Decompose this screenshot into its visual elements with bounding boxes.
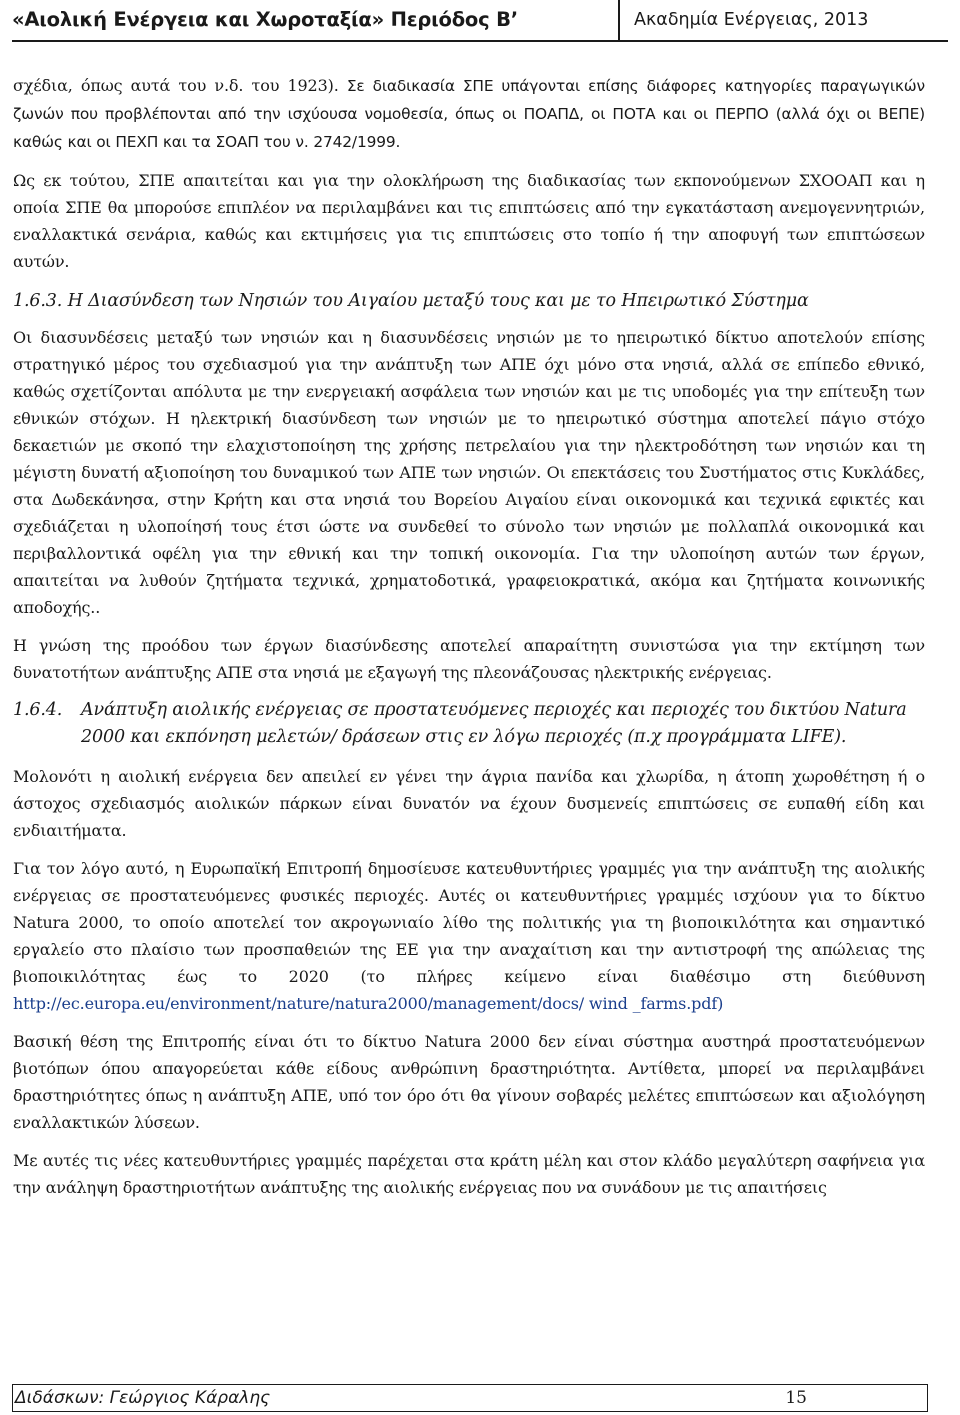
paragraph-6 <box>13 855 925 1017</box>
page-header <box>12 0 948 42</box>
section-number-1-6-4: 1.6.4. <box>13 700 63 720</box>
paragraph-7: Βασική θέση της Επιτροπής είναι ότι το δίκτυο Natura 2000 δεν είναι σύστημα αυστηρά προστατευόμενων βιοτόπων όπου απαγορεύεται κάθε είδους ανθρώπινη δραστηριότητα. Αντίθετα, μπορεί να περιλαμβάνει δραστηριότητες όπως η ανάπτυξη ΑΠΕ, υπό τον όρο ότι θα γίνουν σοβαρές μελέτες επιπτώσεων και αξιολόγηση εναλλακτικών λύσεων. <box>13 1032 925 1132</box>
header-academy: Ακαδημία Ενέργειας, 2013 <box>634 10 869 30</box>
header-course-title: «Αιολική Ενέργεια και Χωροταξία» Περιόδος Β’ <box>12 8 518 31</box>
paragraph-3: Οι διασυνδέσεις μεταξύ των νησιών και η διασυνδέσεις νησιών με το ηπειρωτικό δίκτυο αποτελούν επίσης στρατηγικό μέρος του σχεδιασμού για την ανάπτυξη των ΑΠΕ όχι μόνο στα νησιά, αλλά σε επίπεδο εθνικό, καθώς σχετίζονται απόλυτα με την ενεργειακή ασφάλεια των νησιών και με τις υποδομές για την επίτευξη των εθνικών στόχων. Η ηλεκτρική διασύνδεση των νησιών με το ηπειρωτικό σύστημα αποτελεί πάγιο στόχο δεκαετιών με σκοπό την ελαχιστοποίηση της χρήσης πετρελαίου για την ηλεκτροδότηση των νησιών και τη μέγιστη δυνατή αξιοποίηση του δυναμικού των ΑΠΕ των νησιών. Οι επεκτάσεις του Συστήματος στις Κυκλάδες, στα Δωδεκάνησα, στην Κρήτη και στα νησιά του Βορείου Αιγαίου είναι οικονομικά και τεχνικά εφικτές και σχεδιάζεται η υλοποίησή τους έτσι ώστε να συνδεθεί το σύνολο των νησιών με πολλαπλά οικονομικά και περιβαλλοντικά οφέλη για την εθνική και την τοπική οικονομία. Για την υλοποίηση αυτών των έργων, απαιτείται να λυθούν ζητήματα τεχνικά, χρηματοδοτικά, γραφειοκρατικά, ακόμα και ζητήματα κοινωνικής αποδοχής.. <box>13 328 925 617</box>
page-content <box>13 72 925 1212</box>
section-heading-1-6-3: 1.6.3. Η Διασύνδεση των Νησιών του Αιγαίου μεταξύ τους και με το Ηπειρωτικό Σύστημα <box>13 291 809 311</box>
guidelines-url-link[interactable]: http://ec.europa.eu/environment/nature/natura2000/management/docs/ wind _farms.pdf) <box>13 994 724 1013</box>
footer-author: Διδάσκων: Γεώργιος Κάραλης <box>15 1388 271 1408</box>
paragraph-5: Μολονότι η αιολική ενέργεια δεν απειλεί εν γένει την άγρια πανίδα και χλωρίδα, η άτοπη χωροθέτηση ή ο άστοχος σχεδιασμός αιολικών πάρκων είναι δυνατόν να έχουν δυσμενείς επιπτώσεις σε ευπαθή είδη και ενδιαιτήματα. <box>13 767 925 840</box>
page-number: 15 <box>785 1388 807 1408</box>
section-heading-1-6-4 <box>13 697 925 751</box>
paragraph-1-rest: Σε διαδικασία ΣΠΕ υπάγονται επίσης διάφορες κατηγορίες παραγωγικών ζωνών που προβλέπονται από την ισχύουσα νομοθεσία, όπως οι ΠΟΑΠΔ, οι ΠΟΤΑ και οι ΠΕΡΠΟ (αλλά όχι οι ΒΕΠΕ) καθώς και οι ΠΕΧΠ και τα ΣΟΑΠ του ν. 2742/1999. <box>13 77 925 151</box>
paragraph-2: Ως εκ τούτου, ΣΠΕ απαιτείται και για την ολοκλήρωση της διαδικασίας των εκπονούμενων ΣΧΟΟΑΠ και η οποία ΣΠΕ θα μπορούσε επιπλέον να περιλαμβάνει και τις επιπτώσεις από την εγκατάσταση ανεμογεννητριών, εναλλακτικά σενάρια, καθώς και εκτιμήσεις για τις επιπτώσεις στο τοπίο ή την αποφυγή των επιπτώσεων αυτών. <box>13 171 925 271</box>
paragraph-6-text: Για τον λόγο αυτό, η Ευρωπαϊκή Επιτροπή δημοσίευσε κατευθυντήριες γραμμές για την ανάπτυξη της αιολικής ενέργειας σε προστατευόμενες φυσικές περιοχές. Αυτές οι κατευθυντήριες γραμμές ισχύουν για το δίκτυο Natura 2000, το οποίο αποτελεί τον ακρογωνιαίο λίθο της πολιτικής για τη βιοποικιλότητα και σημαντικό εργαλείο στο πλαίσιο των προσπαθειών της ΕΕ για την αναχαίτιση και την αντιστροφή της απώλειας της βιοποικιλότητας έως το 2020 (το πλήρες κείμενο είναι διαθέσιμο στη διεύθυνση <box>13 859 925 986</box>
header-rule <box>12 40 948 42</box>
paragraph-1-start: σχέδια, όπως αυτά του ν.δ. του 1923). <box>13 76 347 95</box>
paragraph-1 <box>13 72 925 156</box>
page-footer <box>12 1384 928 1412</box>
paragraph-4: Η γνώση της προόδου των έργων διασύνδεσης αποτελεί απαραίτητη συνιστώσα για την εκτίμηση των δυνατοτήτων ανάπτυξης ΑΠΕ στα νησιά με εξαγωγή της πλεονάζουσας ηλεκτρικής ενέργειας. <box>13 636 925 682</box>
section-title-1-6-4: Ανάπτυξη αιολικής ενέργειας σε προστατευόμενες περιοχές και περιοχές του δικτύου Natura 2000 και εκπόνηση μελετών/ δράσεων στις εν λόγω περιοχές (π.χ προγράμματα LIFE). <box>81 700 907 747</box>
paragraph-8: Με αυτές τις νέες κατευθυντήριες γραμμές παρέχεται στα κράτη μέλη και στον κλάδο μεγαλύτερη σαφήνεια για την ανάληψη δραστηριοτήτων ανάπτυξης της αιολικής ενέργειας που να συνάδουν με τις απαιτήσεις <box>13 1151 925 1197</box>
